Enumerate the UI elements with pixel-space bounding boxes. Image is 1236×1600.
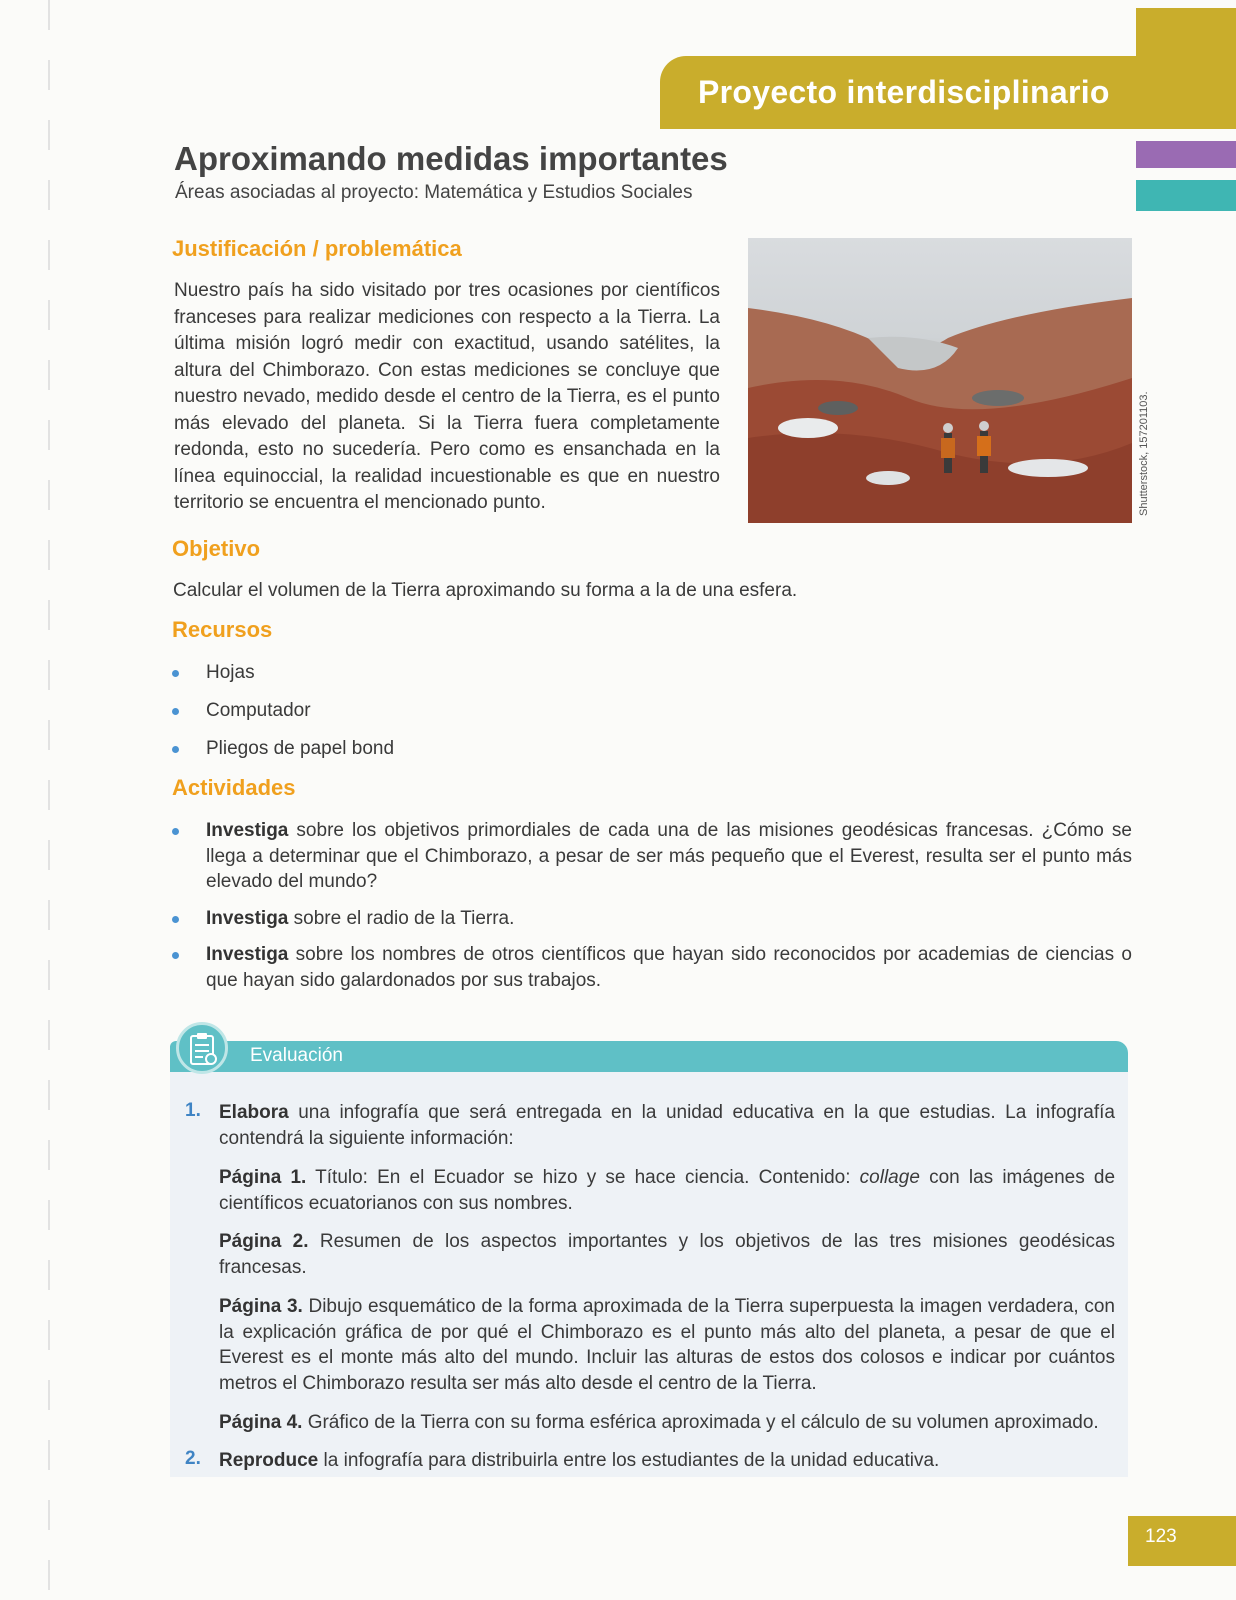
bullet-icon: [172, 746, 179, 753]
evaluation-label: Evaluación: [250, 1045, 343, 1066]
mountain-photo: [748, 238, 1132, 523]
page-description: Página 2. Resumen de los aspectos importantes y los objetivos de las tres misiones geodésicas francesas.: [219, 1231, 1116, 1278]
item-number: 2.: [185, 1448, 201, 1469]
page-description: Página 1. Título: En el Ecuador se hizo y se hace ciencia. Contenido: collage con las imágenes de científicos ecuatorianos con sus nombres.: [219, 1167, 1116, 1214]
list-item: Computador: [172, 698, 394, 736]
activities-heading: Actividades: [172, 775, 296, 800]
purple-stripe: [1136, 141, 1236, 168]
list-item: Hojas: [172, 660, 394, 698]
evaluation-item: Reproduce la infografía para distribuirla entre los estudiantes de la unidad educativa.: [219, 1450, 940, 1471]
clipboard-icon: [176, 1022, 228, 1074]
item-number: 1.: [185, 1100, 201, 1121]
page-subtitle: Áreas asociadas al proyecto: Matemática y Estudios Sociales: [175, 182, 693, 203]
page-edge: [48, 0, 50, 1600]
bullet-icon: [172, 670, 179, 677]
bullet-icon: [172, 952, 179, 959]
page-description: Página 4. Gráfico de la Tierra con su forma esférica aproximada y el cálculo de su volumen aproximado.: [219, 1412, 1099, 1433]
activities-list: [172, 818, 1132, 1004]
list-item: Pliegos de papel bond: [172, 736, 394, 774]
page-number: 123: [1145, 1526, 1177, 1547]
resources-heading: Recursos: [172, 617, 273, 642]
bullet-icon: [172, 828, 179, 835]
bullet-icon: [172, 916, 179, 923]
justification-heading: Justificación / problemática: [172, 236, 462, 261]
list-item: Investiga sobre los objetivos primordiales de cada una de las misiones geodésicas francesas. ¿Cómo se llega a determinar que el Chimborazo, a pesar de ser más pequeño que el Everest, resulta ser el punto más elevado del mundo?: [172, 818, 1132, 895]
justification-text: Nuestro país ha sido visitado por tres ocasiones por científicos franceses para realizar mediciones con respecto a la Tierra. La última misión logró medir con exactitud, usando satélites, la altura del Chimborazo. Con estas mediciones se concluye que nuestro nevado, medido desde el centro de la Tierra, es el punto más elevado del planeta. Si la Tierra fuera completamente redonda, esto no sucedería. Pero como es ensanchada en la línea equinoccial, la realidad incuestionable es que en nuestro territorio se encuentra el mencionado punto.: [174, 280, 720, 513]
resources-list: [172, 660, 394, 774]
page-description: Página 3. Dibujo esquemático de la forma aproximada de la Tierra superpuesta la imagen verdadera, con la explicación gráfica de por qué el Chimborazo es el punto más alto del planeta, a pesar de que el Everest es el monte más alto del mundo. Incluir las alturas de estos dos colosos e indicar por cuántos metros el Chimborazo resulta ser más alto desde el centro de la Tierra.: [219, 1296, 1116, 1394]
list-item: Investiga sobre los nombres de otros científicos que hayan sido reconocidos por academias de ciencias o que hayan sido galardonados por sus trabajos.: [172, 942, 1132, 993]
list-item: Investiga sobre el radio de la Tierra.: [172, 906, 1132, 932]
objective-text: Calcular el volumen de la Tierra aproximando su forma a la de una esfera.: [173, 580, 798, 601]
photo-credit: Shutterstock, 157201103.: [1138, 391, 1150, 516]
teal-stripe: [1136, 180, 1236, 211]
page-title: Aproximando medidas importantes: [174, 140, 728, 177]
banner-title: Proyecto interdisciplinario: [698, 74, 1110, 110]
objective-heading: Objetivo: [172, 536, 261, 561]
bullet-icon: [172, 708, 179, 715]
evaluation-item: Elabora una infografía que será entregada en la unidad educativa en la que estudias. La infografía contendrá la siguiente información:: [219, 1102, 1115, 1149]
